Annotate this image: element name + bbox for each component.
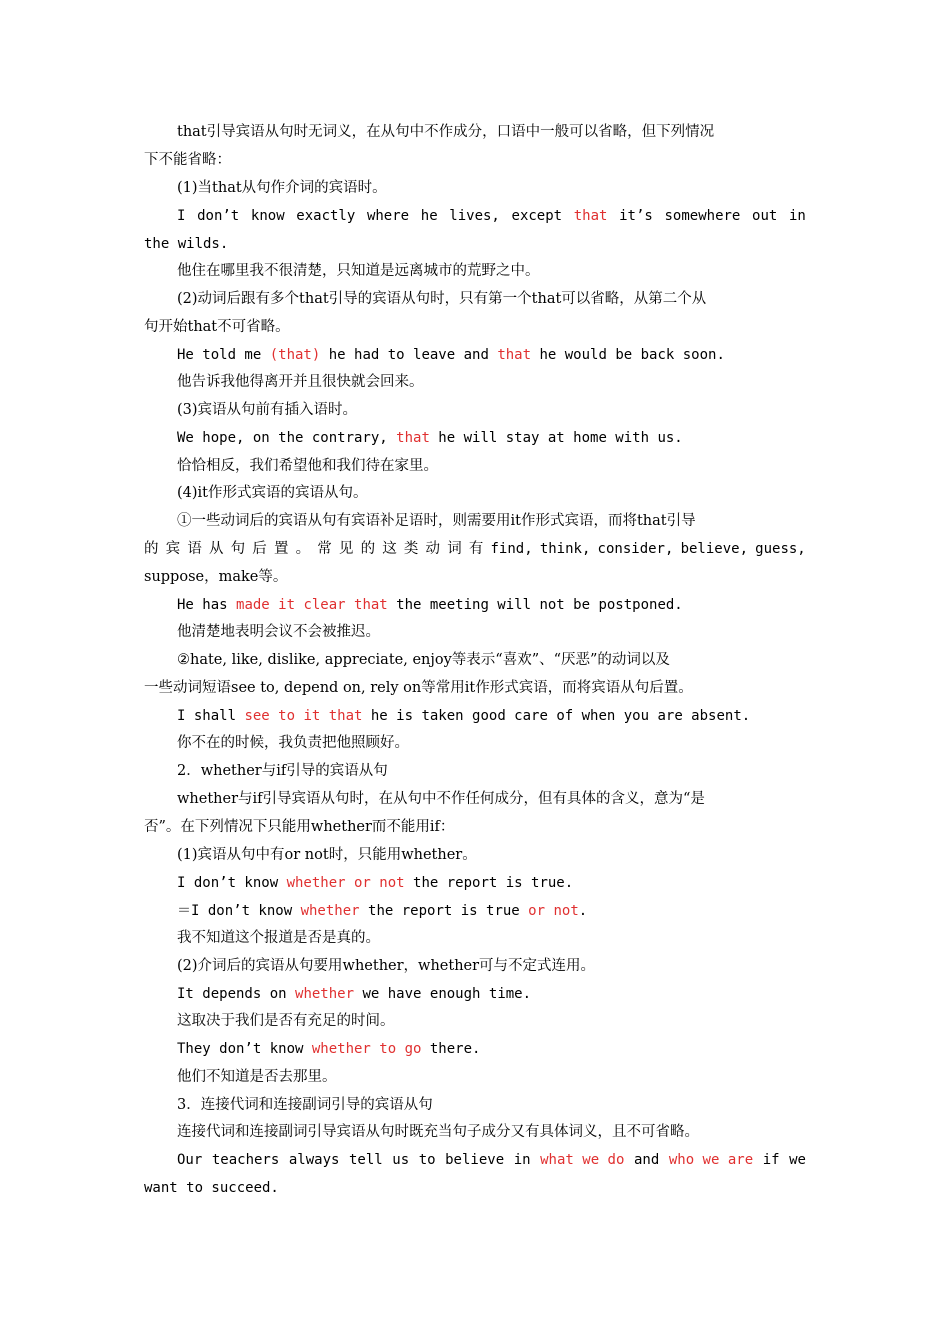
case4b-line2: 一些动词短语see to, depend on, rely on等常用it作形式宾语，而将宾语从句后置。	[144, 680, 693, 696]
case4a-line1: ①一些动词后的宾语从句有宾语补足语时，则需要用it作形式宾语，而将that引导	[177, 513, 696, 529]
section2-title: 2．whether与if引导的宾语从句	[177, 763, 388, 779]
whether-case2-heading: (2)介词后的宾语从句要用whether，whether可与不定式连用。	[177, 958, 596, 974]
whether-case1-example1: I don’t know whether or not the report is true.	[177, 875, 574, 891]
whether-case2-example1: It depends on whether we have enough time.	[177, 986, 532, 1002]
case4b-example: I shall see to it that he is taken good care of when you are absent.	[177, 708, 751, 724]
paragraph-intro-line2: 下不能省略：	[144, 152, 231, 168]
section3-example-line1: Our teachers always tell us to believe in what we do and who we are if we	[177, 1152, 806, 1168]
highlight-that-optional: (that)	[269, 347, 321, 363]
highlight-that: that	[573, 208, 608, 224]
case2-heading-line2: 句开始that不可省略。	[144, 319, 290, 335]
section3-example-line2: want to succeed.	[144, 1180, 279, 1196]
case4a-example: He has made it clear that the meeting will not be postponed.	[177, 597, 683, 613]
highlight-or-not: or not	[528, 903, 579, 919]
highlight-whether-to-go: whether to go	[311, 1041, 422, 1057]
case4-heading: (4)it作形式宾语的宾语从句。	[177, 485, 368, 501]
whether-case2-example2: They don’t know whether to go there.	[177, 1041, 481, 1057]
highlight-that: that	[396, 430, 430, 446]
highlight-made-it-clear-that: made it clear that	[236, 597, 388, 613]
highlight-who-we-are: who we are	[668, 1152, 754, 1168]
paragraph-intro-line1: that引导宾语从句时无词义，在从句中不作成分，口语中一般可以省略，但下列情况	[177, 124, 715, 140]
whether-case1-heading: (1)宾语从句中有or not时，只能用whether。	[177, 847, 477, 863]
highlight-whether-or-not: whether or not	[286, 875, 405, 891]
case4a-translation: 他清楚地表明会议不会被推迟。	[177, 624, 380, 640]
section2-line1: whether与if引导宾语从句时，在从句中不作任何成分，但有具体的含义，意为“是	[177, 791, 705, 807]
whether-case2-translation2: 他们不知道是否去那里。	[177, 1069, 337, 1085]
highlight-whether: whether	[295, 986, 355, 1002]
case4b-line1: ②hate, like, dislike, appreciate, enjoy等表示“喜欢”、“厌恶”的动词以及	[177, 652, 670, 668]
case4b-translation: 你不在的时候，我负责把他照顾好。	[177, 735, 409, 751]
highlight-what-we-do: what we do	[540, 1152, 625, 1168]
case3-translation: 恰恰相反，我们希望他和我们待在家里。	[177, 458, 438, 474]
case2-heading-line1: (2)动词后跟有多个that引导的宾语从句时，只有第一个that可以省略，从第二个从	[177, 291, 707, 307]
whether-case1-example2: ＝I don’t know whether the report is true or not.	[177, 903, 588, 919]
case2-example: He told me (that) he had to leave and that he would be back soon.	[177, 347, 725, 363]
case3-heading: (3)宾语从句前有插入语时。	[177, 402, 358, 418]
whether-case2-translation1: 这取决于我们是否有充足的时间。	[177, 1013, 395, 1029]
whether-case1-translation: 我不知道这个报道是否是真的。	[177, 930, 380, 946]
case1-translation: 他住在哪里我不很清楚，只知道是远离城市的荒野之中。	[177, 263, 540, 279]
highlight-that: that	[497, 347, 532, 363]
section2-line2: 否”。在下列情况下只能用whether而不能用if：	[144, 819, 455, 835]
section3-title: 3．连接代词和连接副词引导的宾语从句	[177, 1097, 433, 1113]
case1-example-line1: I don’t know exactly where he lives, except that it’s somewhere out in	[177, 208, 806, 224]
case1-heading: (1)当that从句作介词的宾语时。	[177, 180, 387, 196]
case2-translation: 他告诉我他得离开并且很快就会回来。	[177, 374, 424, 390]
case3-example: We hope, on the contrary, that he will stay at home with us.	[177, 430, 683, 446]
highlight-whether: whether	[300, 903, 360, 919]
section3-line1: 连接代词和连接副词引导宾语从句时既充当句子成分又有具体词义，且不可省略。	[177, 1124, 699, 1140]
case1-example-line2: the wilds.	[144, 236, 229, 252]
case4a-line3: suppose，make等。	[144, 569, 288, 585]
highlight-see-to-it-that: see to it that	[244, 708, 363, 724]
case4a-line2: 的 宾 语 从 句 后 置 。 常 见 的 这 类 动 词 有 find, think, consider, believe, guess,	[144, 541, 806, 557]
